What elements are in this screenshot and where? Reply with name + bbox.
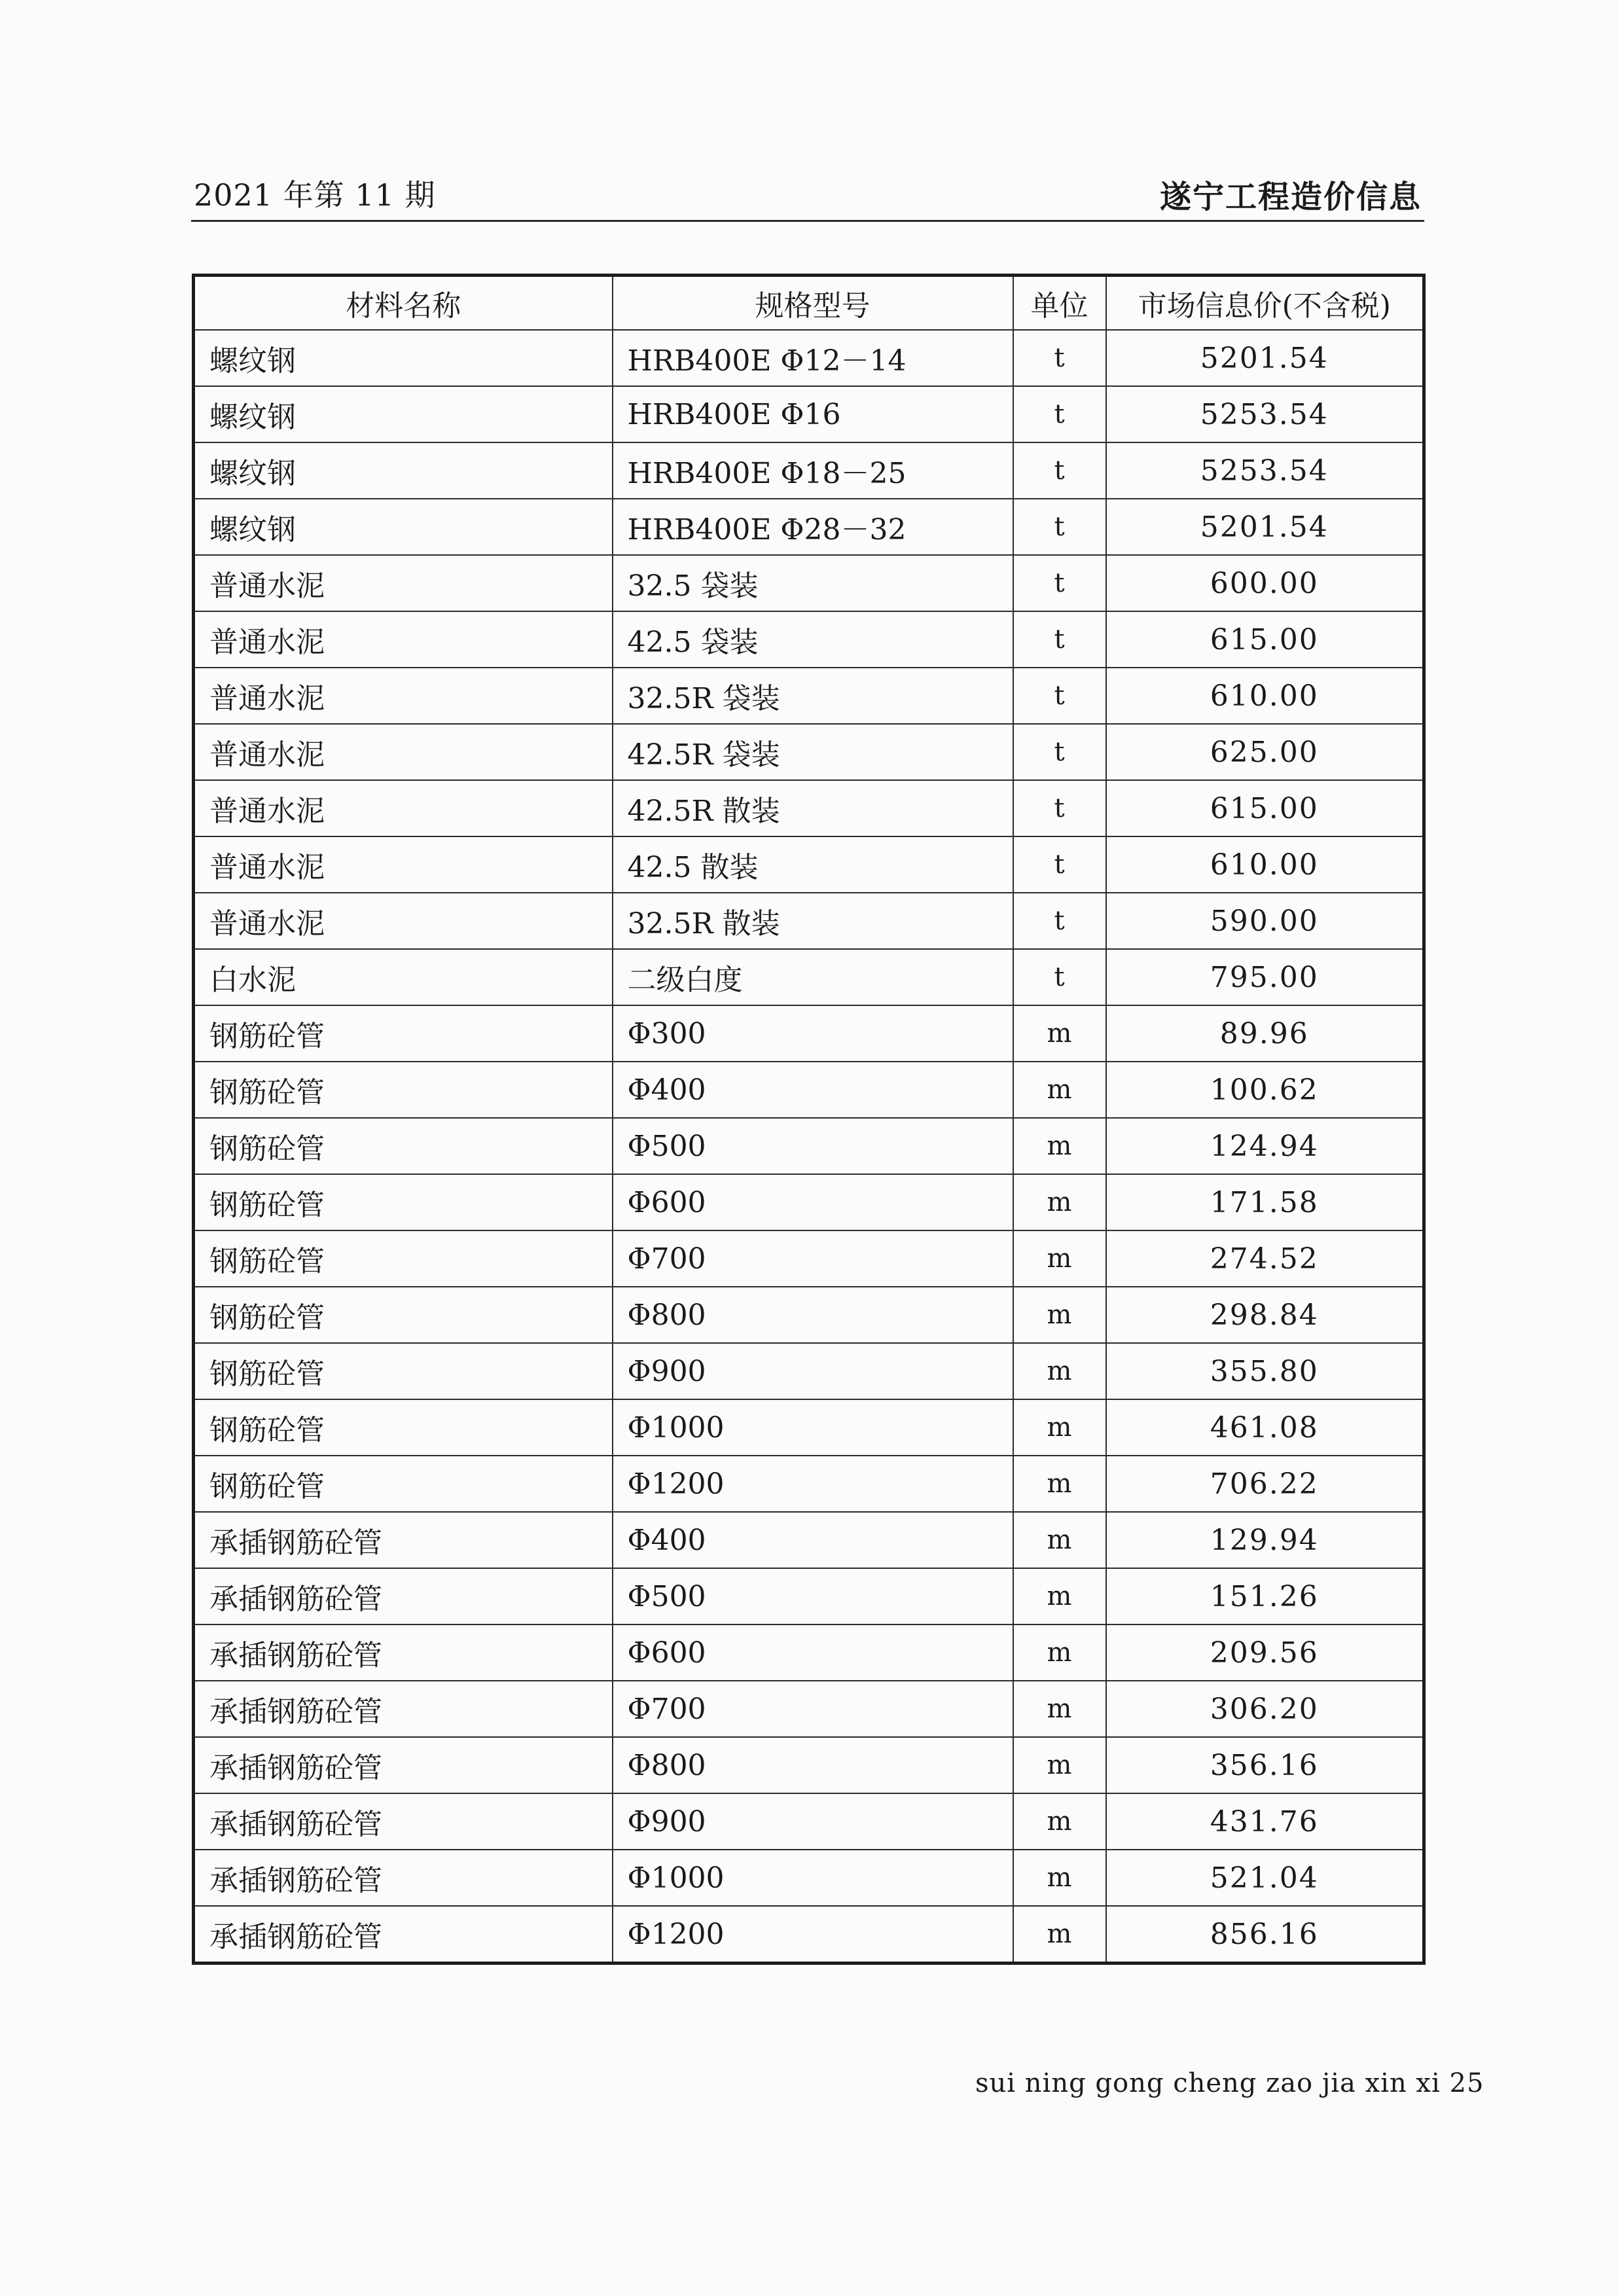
material-name-cell: 普通水泥 <box>194 780 613 836</box>
unit-cell: t <box>1013 836 1106 893</box>
material-name-cell: 承插钢筋砼管 <box>194 1850 613 1906</box>
table-row <box>194 1793 1424 1850</box>
price-cell: 355.80 <box>1106 1343 1424 1399</box>
price-cell: 615.00 <box>1106 611 1424 668</box>
spec-cell: 32.5R 袋装 <box>613 668 1013 724</box>
unit-cell: t <box>1013 611 1106 668</box>
spec-cell: Φ400 <box>613 1512 1013 1568</box>
column-header-spec: 规格型号 <box>613 276 1013 331</box>
material-name-cell: 钢筋砼管 <box>194 1118 613 1174</box>
price-cell: 856.16 <box>1106 1906 1424 1964</box>
price-cell: 100.62 <box>1106 1062 1424 1118</box>
unit-cell: m <box>1013 1174 1106 1230</box>
price-cell: 5201.54 <box>1106 330 1424 386</box>
material-name-cell: 钢筋砼管 <box>194 1456 613 1512</box>
table-row <box>194 1287 1424 1343</box>
spec-cell: Φ300 <box>613 1005 1013 1062</box>
material-name-cell: 螺纹钢 <box>194 330 613 386</box>
table-row <box>194 442 1424 499</box>
table-row <box>194 668 1424 724</box>
table-row <box>194 1118 1424 1174</box>
price-cell: 151.26 <box>1106 1568 1424 1624</box>
material-name-cell: 普通水泥 <box>194 611 613 668</box>
price-cell: 625.00 <box>1106 724 1424 780</box>
material-name-cell: 钢筋砼管 <box>194 1062 613 1118</box>
material-name-cell: 普通水泥 <box>194 555 613 611</box>
spec-cell: 二级白度 <box>613 949 1013 1005</box>
spec-cell: Φ400 <box>613 1062 1013 1118</box>
spec-cell: 42.5 散装 <box>613 836 1013 893</box>
table-row <box>194 1456 1424 1512</box>
table-row <box>194 780 1424 836</box>
table-row <box>194 1343 1424 1399</box>
table-row <box>194 1230 1424 1287</box>
unit-cell: t <box>1013 668 1106 724</box>
unit-cell: t <box>1013 330 1106 386</box>
spec-cell: Φ1200 <box>613 1906 1013 1964</box>
spec-cell: 42.5 袋装 <box>613 611 1013 668</box>
material-name-cell: 承插钢筋砼管 <box>194 1906 613 1964</box>
spec-cell: Φ1200 <box>613 1456 1013 1512</box>
material-name-cell: 钢筋砼管 <box>194 1287 613 1343</box>
unit-cell: t <box>1013 949 1106 1005</box>
spec-cell: Φ900 <box>613 1343 1013 1399</box>
spec-cell: Φ900 <box>613 1793 1013 1850</box>
spec-cell: Φ800 <box>613 1287 1013 1343</box>
material-name-cell: 钢筋砼管 <box>194 1005 613 1062</box>
unit-cell: t <box>1013 499 1106 555</box>
material-name-cell: 普通水泥 <box>194 893 613 949</box>
material-name-cell: 承插钢筋砼管 <box>194 1681 613 1737</box>
table-row <box>194 949 1424 1005</box>
spec-cell: 42.5R 散装 <box>613 780 1013 836</box>
price-cell: 171.58 <box>1106 1174 1424 1230</box>
spec-cell: Φ500 <box>613 1568 1013 1624</box>
spec-cell: Φ600 <box>613 1174 1013 1230</box>
unit-cell: m <box>1013 1230 1106 1287</box>
table-row <box>194 724 1424 780</box>
table-body <box>194 330 1424 1964</box>
unit-cell: m <box>1013 1287 1106 1343</box>
table-row <box>194 1906 1424 1964</box>
table-row <box>194 1399 1424 1456</box>
price-cell: 89.96 <box>1106 1005 1424 1062</box>
spec-cell: Φ1000 <box>613 1399 1013 1456</box>
spec-cell: Φ700 <box>613 1230 1013 1287</box>
material-name-cell: 螺纹钢 <box>194 442 613 499</box>
unit-cell: m <box>1013 1456 1106 1512</box>
unit-cell: t <box>1013 386 1106 442</box>
price-cell: 298.84 <box>1106 1287 1424 1343</box>
spec-cell: 42.5R 袋装 <box>613 724 1013 780</box>
table-row <box>194 1062 1424 1118</box>
spec-cell: Φ600 <box>613 1624 1013 1681</box>
unit-cell: m <box>1013 1568 1106 1624</box>
table-header-row <box>194 276 1424 331</box>
spec-cell: HRB400E Φ28－32 <box>613 499 1013 555</box>
material-name-cell: 普通水泥 <box>194 668 613 724</box>
unit-cell: m <box>1013 1624 1106 1681</box>
spec-cell: 32.5 袋装 <box>613 555 1013 611</box>
unit-cell: t <box>1013 893 1106 949</box>
price-cell: 615.00 <box>1106 780 1424 836</box>
unit-cell: m <box>1013 1850 1106 1906</box>
spec-cell: HRB400E Φ12－14 <box>613 330 1013 386</box>
material-name-cell: 普通水泥 <box>194 724 613 780</box>
price-cell: 795.00 <box>1106 949 1424 1005</box>
price-cell: 610.00 <box>1106 668 1424 724</box>
price-cell: 306.20 <box>1106 1681 1424 1737</box>
spec-cell: Φ500 <box>613 1118 1013 1174</box>
unit-cell: m <box>1013 1793 1106 1850</box>
price-cell: 124.94 <box>1106 1118 1424 1174</box>
price-cell: 5253.54 <box>1106 386 1424 442</box>
table-row <box>194 1681 1424 1737</box>
price-cell: 610.00 <box>1106 836 1424 893</box>
table-row <box>194 1737 1424 1793</box>
material-price-table <box>192 274 1426 1965</box>
unit-cell: m <box>1013 1681 1106 1737</box>
price-cell: 600.00 <box>1106 555 1424 611</box>
price-cell: 521.04 <box>1106 1850 1424 1906</box>
unit-cell: t <box>1013 780 1106 836</box>
unit-cell: m <box>1013 1005 1106 1062</box>
price-cell: 431.76 <box>1106 1793 1424 1850</box>
price-cell: 461.08 <box>1106 1399 1424 1456</box>
material-name-cell: 承插钢筋砼管 <box>194 1624 613 1681</box>
table-row <box>194 1174 1424 1230</box>
material-name-cell: 钢筋砼管 <box>194 1399 613 1456</box>
table-row <box>194 611 1424 668</box>
column-header-price: 市场信息价(不含税) <box>1106 276 1424 331</box>
unit-cell: t <box>1013 724 1106 780</box>
unit-cell: t <box>1013 442 1106 499</box>
price-cell: 129.94 <box>1106 1512 1424 1568</box>
price-cell: 209.56 <box>1106 1624 1424 1681</box>
column-header-unit: 单位 <box>1013 276 1106 331</box>
table-row <box>194 1624 1424 1681</box>
spec-cell: HRB400E Φ16 <box>613 386 1013 442</box>
unit-cell: m <box>1013 1399 1106 1456</box>
material-name-cell: 钢筋砼管 <box>194 1174 613 1230</box>
table-row <box>194 836 1424 893</box>
unit-cell: m <box>1013 1118 1106 1174</box>
price-cell: 5201.54 <box>1106 499 1424 555</box>
unit-cell: m <box>1013 1512 1106 1568</box>
material-name-cell: 承插钢筋砼管 <box>194 1568 613 1624</box>
table-row <box>194 330 1424 386</box>
table-row <box>194 386 1424 442</box>
spec-cell: HRB400E Φ18－25 <box>613 442 1013 499</box>
table-row <box>194 893 1424 949</box>
price-cell: 356.16 <box>1106 1737 1424 1793</box>
price-cell: 590.00 <box>1106 893 1424 949</box>
table-row <box>194 1512 1424 1568</box>
material-name-cell: 钢筋砼管 <box>194 1230 613 1287</box>
page-footer: sui ning gong cheng zao jia xin xi 25 <box>975 2068 1484 2098</box>
table-row <box>194 1568 1424 1624</box>
price-cell: 706.22 <box>1106 1456 1424 1512</box>
unit-cell: t <box>1013 555 1106 611</box>
spec-cell: Φ800 <box>613 1737 1013 1793</box>
material-name-cell: 钢筋砼管 <box>194 1343 613 1399</box>
unit-cell: m <box>1013 1343 1106 1399</box>
material-name-cell: 承插钢筋砼管 <box>194 1793 613 1850</box>
material-name-cell: 白水泥 <box>194 949 613 1005</box>
table-row <box>194 1850 1424 1906</box>
column-header-material-name: 材料名称 <box>194 276 613 331</box>
issue-label: 2021 年第 11 期 <box>194 177 436 213</box>
material-name-cell: 普通水泥 <box>194 836 613 893</box>
material-name-cell: 螺纹钢 <box>194 386 613 442</box>
price-cell: 274.52 <box>1106 1230 1424 1287</box>
unit-cell: m <box>1013 1906 1106 1964</box>
table-row <box>194 555 1424 611</box>
price-cell: 5253.54 <box>1106 442 1424 499</box>
material-name-cell: 承插钢筋砼管 <box>194 1737 613 1793</box>
unit-cell: m <box>1013 1737 1106 1793</box>
table-row <box>194 499 1424 555</box>
spec-cell: Φ700 <box>613 1681 1013 1737</box>
material-name-cell: 承插钢筋砼管 <box>194 1512 613 1568</box>
material-name-cell: 螺纹钢 <box>194 499 613 555</box>
unit-cell: m <box>1013 1062 1106 1118</box>
spec-cell: 32.5R 散装 <box>613 893 1013 949</box>
page-header <box>191 164 1424 222</box>
spec-cell: Φ1000 <box>613 1850 1013 1906</box>
publication-title: 遂宁工程造价信息 <box>1159 179 1422 215</box>
table-row <box>194 1005 1424 1062</box>
